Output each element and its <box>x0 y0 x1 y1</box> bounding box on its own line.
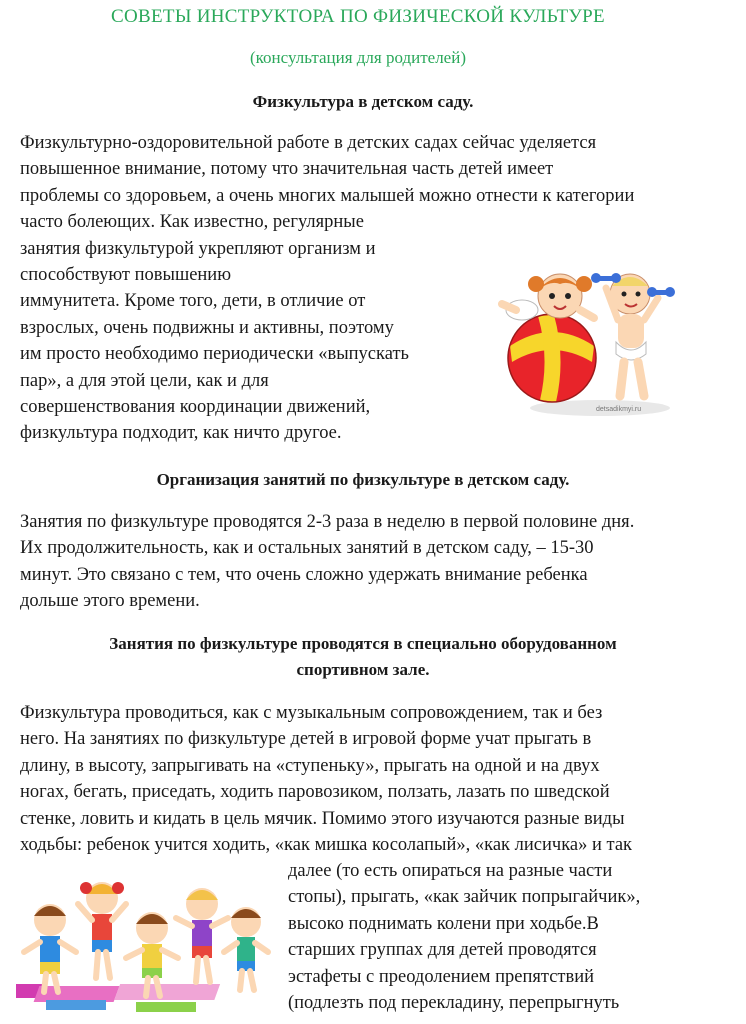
text-line: повышенное внимание, потому что значительная часть детей имеет <box>20 159 554 180</box>
text-line: длину, в высоту, запрыгивать на «ступеньку», прыгать на одной и на двух <box>20 755 600 776</box>
page-subtitle: (консультация для родителей) <box>250 48 466 67</box>
text-line: него. На занятиях по физкультуре детей в игровой форме учат прыгать в <box>20 729 592 750</box>
text-line: дольше этого времени. <box>20 591 200 612</box>
page-title: СОВЕТЫ ИНСТРУКТОРА ПО ФИЗИЧЕСКОЙ КУЛЬТУРЕ <box>111 6 605 27</box>
text-line: им просто необходимо периодически «выпускать <box>20 344 409 365</box>
child-figure <box>126 912 178 996</box>
text-line: минут. Это связано с тем, что очень сложно удержать внимание ребенка <box>20 564 588 585</box>
text-line: физкультура подходит, как ничто другое. <box>20 423 342 444</box>
text-line: стенке, ловить и кидать в цель мячик. Помимо этого изучаются разные виды <box>20 808 625 829</box>
text-line: эстафеты с преодолением препятствий <box>288 966 595 987</box>
section3-heading: Занятия по физкультуре проводятся в специально оборудованном <box>109 634 617 653</box>
text-line: ходьбы: ребенок учится ходить, «как мишка косолапый», «как лисичка» и так <box>20 835 633 856</box>
section2-heading: Организация занятий по физкультуре в детском саду. <box>156 470 570 489</box>
section2-paragraph <box>20 509 634 615</box>
kids-exercising-illustration <box>16 858 272 1018</box>
text-line: стопы), прыгать, «как зайчик попрыгайчик», <box>288 887 641 908</box>
section3-wrapped-paragraph <box>288 858 640 1016</box>
text-line: часто болеющих. Как известно, регулярные <box>20 212 364 233</box>
text-line: Занятия по физкультуре проводятся 2-3 раза в неделю в первой половине дня. <box>20 512 635 532</box>
text-line: иммунитета. Кроме того, дети, в отличие от <box>20 291 366 312</box>
text-line: высоко поднимать колени при ходьбе.В <box>288 913 599 934</box>
section3-heading-line2: спортивном зале. <box>296 660 430 679</box>
dumbbell-icon <box>647 287 675 297</box>
text-line: старших группах для детей проводятся <box>288 940 597 961</box>
text-line: ногах, бегать, приседать, ходить паровозиком, ползать, лазать по шведской <box>20 782 610 803</box>
boy-figure <box>591 273 675 396</box>
dumbbell-icon <box>591 273 621 283</box>
section3-paragraph <box>20 700 632 858</box>
child-figure <box>176 888 228 982</box>
ball-icon <box>508 314 596 402</box>
image-watermark: detsadikmyi.ru <box>596 406 642 413</box>
text-line: способствуют повышению <box>20 265 232 286</box>
text-line: Физкультура проводиться, как с музыкальным сопровождением, так и без <box>20 703 603 723</box>
section1-heading: Физкультура в детском саду. <box>252 92 474 111</box>
text-line: далее (то есть опираться на разные части <box>288 861 613 881</box>
child-figure <box>78 882 126 978</box>
text-line: проблемы со здоровьем, а очень многих малышей можно отнести к категории <box>20 185 635 206</box>
text-line: (подлезть под перекладину, перепрыгнуть <box>288 993 620 1014</box>
text-line: Их продолжительность, как и остальных занятий в детском саду, – 15-30 <box>20 538 594 559</box>
text-line: совершенствования координации движений, <box>20 397 371 418</box>
text-line: Физкультурно-оздоровительной работе в детских садах сейчас уделяется <box>20 133 597 153</box>
text-line: взрослых, очень подвижны и активны, поэтому <box>20 317 394 338</box>
kids-ball-illustration <box>480 258 680 428</box>
child-figure <box>24 904 76 992</box>
girl-figure <box>502 274 594 320</box>
text-line: занятия физкультурой укрепляют организм и <box>20 238 376 259</box>
text-line: пар», а для этой цели, как и для <box>20 370 269 391</box>
